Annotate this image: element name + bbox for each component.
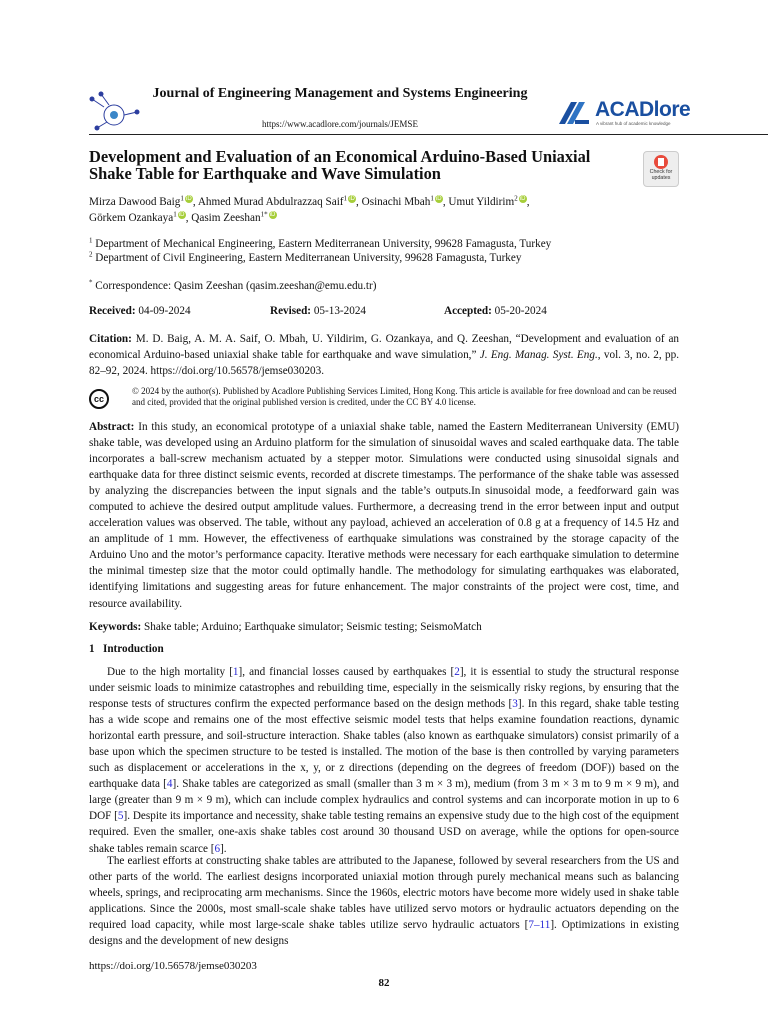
received-value: 04-09-2024 (138, 305, 191, 317)
author-name[interactable]: Umut Yildirim (448, 196, 515, 208)
received-label: Received: (89, 305, 136, 317)
keywords-text: Shake table; Arduino; Earthquake simulator; Seismic testing; SeismoMatch (144, 621, 482, 633)
publisher-tagline: A vibrant hub of academic knowledge (596, 121, 671, 126)
check-for-updates-label: Check for updates (649, 169, 673, 181)
section-title: Introduction (102, 643, 164, 655)
revised-value: 05-13-2024 (313, 305, 367, 317)
footer-doi[interactable]: https://doi.org/10.56578/jemse030203 (89, 960, 257, 972)
body-text: The earliest efforts at constructing shake tables are attributed to the Japanese, followed by several researchers from the US and other parts of the world. The earliest designs incorporated uniaxial motion through purely mechanical means such as balancing wheels, springs, and reciprocating arm mechanisms. Since the 1960s, electric motors have become more widely used in shake table applications. Since the 2000s, most small-scale shake tables have utilized servo motors or hydraulic actuators depending on the required load capacity, while most large-scale shake tables utilize servo hydraulic actuators [ (89, 855, 679, 932)
correspondence (89, 279, 689, 293)
author-name[interactable]: Qasim Zeeshan (191, 212, 261, 224)
body-text: ]. Shake tables are categorized as small (smaller than 3 m × 3 m), medium (from 3 m × 3 m to 9 m × 9 m), and large (greater than 9 m × 9 m), which can include complex hydraulics and control systems and can incorporate motion in up to 6 DOF [ (89, 778, 679, 823)
body-text: ]. In this regard, shake table testing has a wide scope and remains one of the most effective seismic model tests that helps examine foundation reactions, dynamic horizontal earth pressure, and soil-structure interaction. Shake tables (also known as earthquake simulators) consist primarily of a base upon which the specimen structure to be tested is installed. The motion of the base is then controlled by varying parameters such as displacement or accelerations in the x, y, or z directions (depending on the degrees of freedom (DOF)) based on the earthquake data [ (89, 698, 679, 791)
keywords (89, 621, 679, 633)
author-affil-sup: 1 (343, 194, 348, 203)
body-text: ]. Despite its importance and necessity, shake table testing remains an expensive study due to the high cost of the equipment required. Even the smaller, one-axis shake tables cost around 30 thousand USD on average, while the options for open-source shake tables remain scarce [ (89, 810, 680, 855)
author-line-1: Mirza Dawood Baig$^1$ iD, Ahmed Murad Abdulrazzaq Saif$^1$ iD, Osinachi Mbah$^1$ iD, Umut Yildirim$^2$ iD, (89, 194, 530, 208)
citation-link[interactable]: 4 (166, 778, 173, 791)
author-name[interactable]: Görkem Ozankaya (89, 212, 174, 224)
citation-link[interactable]: 2 (454, 666, 460, 678)
received-date (89, 305, 191, 317)
citation-link[interactable]: 7–11 (528, 919, 551, 932)
paragraph-2 (89, 853, 679, 949)
revised-label: Revised: (270, 305, 312, 317)
citation-tail: , vol. 3, no. 2, pp. 82–92, 2024. https://doi.org/10.56578/jemse030203. (89, 349, 680, 377)
affiliation-number: 1 (89, 236, 93, 245)
orcid-icon[interactable]: iD (349, 196, 355, 203)
orcid-icon[interactable]: iD (435, 196, 442, 203)
author-affil-sup: 2 (514, 194, 518, 203)
author-line-2: Görkem Ozankaya$^1$ iD, Qasim Zeeshan$^{1*}$ iD (89, 210, 276, 224)
creative-commons-icon[interactable]: cc (89, 389, 109, 409)
header-divider (89, 134, 768, 135)
section-heading (89, 643, 389, 655)
publisher-logo-text: ACADlore (595, 98, 691, 121)
correspondence-mark: * (89, 278, 93, 287)
citation-journal: J. Eng. Manag. Syst. Eng. (479, 349, 598, 361)
section-number: 1 (89, 643, 95, 655)
author-list (89, 194, 689, 226)
acadlore-mark-icon (557, 100, 591, 126)
abstract-text: In this study, an economical prototype of a uniaxial shake table, named the Eastern Mediterranean University (EMU) shake table, was developed using an Arduino platform for the simulation of sinusoidal waves and scaled earthquake data. The table incorporates a ball-screw mechanism actuated by a stepper motor. Simulations were conducted using sinusoidal signals and earthquake data for three distinct seismic events, recorded at discrete timestamps. The performance of the shake table was assessed by analyzing the discrepancies between the input signals and the table’s outputs.In sinusoidal mode, a feedforward gain was computed to achieve the desired output amplitude values. Furthermore, a decreasing trend in the error between input and output acceleration values was observed. The table, without any payload, achieved an acceleration of 0.8 g at a frequency of 14.5 Hz and an amplitude of 1 mm. However, the effectiveness of earthquake simulations was constrained by the storage capacity of the Arduino Uno and the motor’s performance capacity. Iterative methods were necessary for each earthquake simulation to determine the minimal timestep size that the motor could optimally handle. The methodology for simulating earthquakes was elaborated, identifying limitations and suggesting areas for future enhancement. The major constraints of the project were cost, time, and resource availability. (89, 421, 679, 610)
abstract (89, 419, 679, 612)
accepted-label: Accepted: (444, 305, 492, 317)
affiliation-1 (89, 237, 689, 251)
article-title: Development and Evaluation of an Economical Arduino-Based Uniaxial Shake Table for Earthquake and Wave Simulation (89, 147, 591, 183)
author-name[interactable]: Osinachi Mbah (361, 196, 431, 208)
affiliation-2 (89, 251, 689, 265)
license-text: © 2024 by the author(s). Published by Acadlore Publishing Services Limited, Hong Kong. This article is available for free download and can be reused and cited, provided that the original published version is credited, under the CC BY 4.0 license. (132, 386, 677, 407)
author-affil-sup: 1 (173, 210, 177, 219)
accepted-value: 05-20-2024 (494, 305, 547, 317)
citation-link[interactable]: 5 (117, 810, 124, 823)
body-text: ], and financial losses caused by earthquakes [ (238, 666, 455, 678)
author-affil-sup: 1* (260, 210, 268, 219)
body-text: ], it is essential to study the structural response under seismic loads to minimize catastrophes and rebuilding time, especially in the seismically risky regions, by ensuring that the response tests of structures confirm the expected performance based on the design methods [ (89, 666, 679, 711)
revised-date (270, 305, 366, 317)
abstract-label: Abstract: (89, 421, 135, 433)
citation-text: M. D. Baig, A. M. A. Saif, O. Mbah, U. Yildirim, G. Ozankaya, and Q. Zeeshan, “Development and evaluation of an economical Arduino-based uniaxial shake table for earthquake and wave simulation,” (89, 333, 680, 361)
journal-logo (87, 90, 141, 134)
network-logo-icon (87, 90, 141, 134)
body-text: Due to the high mortality [ (107, 666, 233, 678)
citation-link[interactable]: 3 (512, 698, 518, 711)
author-affil-sup: 1 (430, 194, 434, 203)
author-name[interactable]: Ahmed Murad Abdulrazzaq Saif (197, 196, 344, 208)
citation-link[interactable]: 6 (214, 842, 221, 855)
author-name[interactable]: Mirza Dawood Baig (89, 196, 181, 208)
orcid-icon[interactable]: iD (186, 196, 192, 203)
page-number: 82 (378, 977, 390, 989)
orcid-icon[interactable]: iD (519, 196, 526, 203)
citation-block (89, 331, 679, 379)
paragraph-1 (89, 664, 679, 857)
citation-link[interactable]: 1 (232, 666, 239, 678)
accepted-date (444, 305, 547, 317)
publisher-logo (557, 100, 591, 126)
affiliation-number: 2 (89, 250, 93, 259)
citation-label: Citation: (89, 333, 132, 345)
correspondence-text[interactable]: Correspondence: Qasim Zeeshan (qasim.zeeshan@emu.edu.tr) (95, 280, 377, 292)
body-text: ]. (220, 842, 227, 855)
author-affil-sup: 1 (180, 194, 184, 203)
orcid-icon[interactable]: iD (269, 212, 276, 219)
affiliation-text: Department of Civil Engineering, Eastern Mediterranean University, 99628 Famagusta, Turkey (95, 252, 522, 264)
journal-title: Journal of Engineering Management and Systems Engineering (152, 86, 528, 101)
orcid-icon[interactable]: iD (178, 212, 185, 219)
keywords-label: Keywords: (89, 621, 142, 633)
journal-url[interactable]: https://www.acadlore.com/journals/JEMSE (262, 119, 418, 129)
body-text: ]. Optimizations in existing designs and the development of new designs (89, 919, 679, 948)
affiliation-text: Department of Mechanical Engineering, Eastern Mediterranean University, 99628 Famagusta, Turkey (95, 238, 552, 250)
